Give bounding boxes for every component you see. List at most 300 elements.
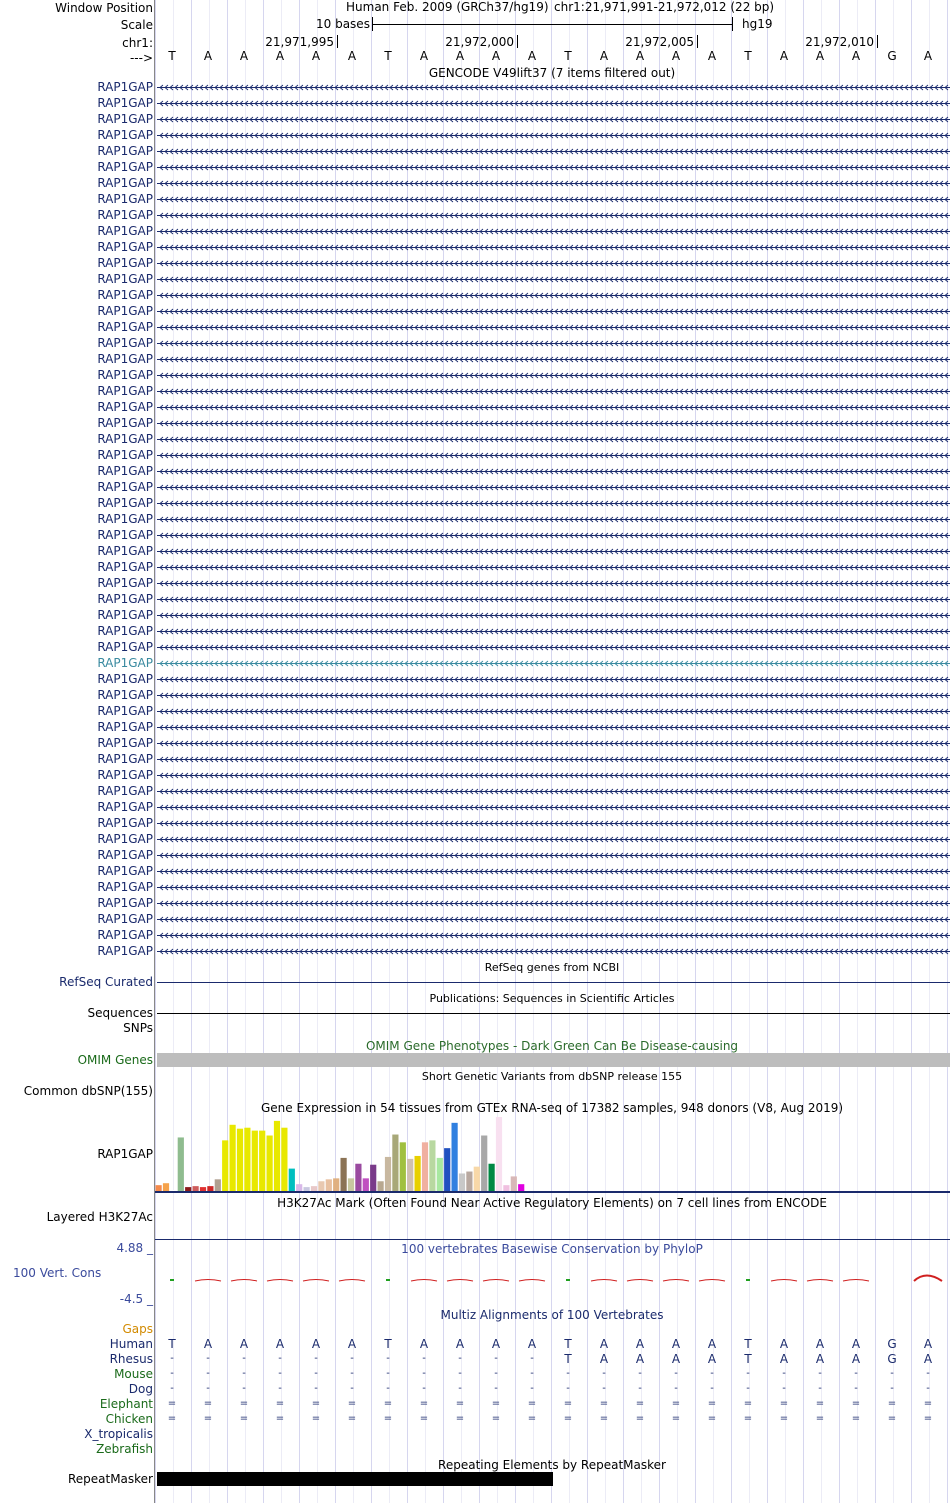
gtex-tissue-bar[interactable] (252, 1131, 258, 1191)
gtex-tissue-bar[interactable] (163, 1183, 169, 1191)
omim-track-label[interactable]: OMIM Genes (77, 1053, 153, 1067)
alignment-base: - (818, 1383, 822, 1394)
gencode-transcript-label[interactable]: RAP1GAP (97, 784, 153, 798)
cons-score-negative (195, 1280, 221, 1282)
alignment-base: - (638, 1368, 642, 1379)
species-label[interactable]: Human (109, 1337, 153, 1351)
alignment-base: A (671, 1337, 681, 1351)
cons-score-negative (231, 1280, 257, 1282)
rmsk-track-title: Repeating Elements by RepeatMasker (438, 1458, 666, 1472)
base-letter: A (491, 49, 501, 63)
gtex-tissue-bar[interactable] (296, 1184, 302, 1191)
gencode-transcript-label[interactable]: RAP1GAP (97, 528, 153, 542)
alignment-base: - (530, 1383, 534, 1394)
strand-label: ---> (129, 51, 153, 65)
gencode-transcript-line[interactable] (157, 547, 950, 556)
gtex-track-label[interactable]: RAP1GAP (97, 1147, 153, 1161)
gtex-tissue-bar[interactable] (230, 1125, 236, 1191)
alignment-base: = (491, 1398, 501, 1409)
alignment-base: A (923, 1337, 933, 1351)
gencode-transcript-label[interactable]: RAP1GAP (97, 880, 153, 894)
alignment-base: - (170, 1368, 174, 1379)
base-letter: T (564, 49, 572, 63)
gencode-transcript-line[interactable] (157, 899, 950, 908)
gtex-tissue-bar[interactable] (437, 1158, 443, 1191)
cons-score-negative (591, 1280, 617, 1282)
gencode-transcript-label[interactable]: RAP1GAP (97, 800, 153, 814)
gtex-tissue-bar[interactable] (370, 1165, 376, 1191)
alignment-base: - (674, 1368, 678, 1379)
alignment-base: - (314, 1383, 318, 1394)
gencode-transcript-label[interactable]: RAP1GAP (97, 208, 153, 222)
alignment-base: T (744, 1352, 752, 1366)
gencode-transcript-line[interactable] (157, 803, 950, 812)
refseq-track-label[interactable]: RefSeq Curated (59, 975, 153, 989)
gencode-transcript-label[interactable]: RAP1GAP (97, 864, 153, 878)
gaps-label[interactable]: Gaps (122, 1322, 153, 1336)
alignment-base: - (890, 1368, 894, 1379)
gtex-tissue-bar[interactable] (452, 1123, 458, 1191)
gtex-tissue-bar[interactable] (489, 1164, 495, 1191)
gencode-transcript-line[interactable] (157, 787, 950, 796)
alignment-base: = (455, 1398, 465, 1409)
scale-bar-left-cap (372, 17, 373, 31)
h3k27ac-track-label[interactable]: Layered H3K27Ac (46, 1210, 153, 1224)
alignment-base: = (779, 1413, 789, 1424)
pubs-label-snps[interactable]: SNPs (123, 1021, 153, 1035)
gencode-transcript-line[interactable] (157, 131, 950, 140)
alignment-base: = (491, 1413, 501, 1424)
alignment-base: A (707, 1352, 717, 1366)
alignment-base: = (923, 1413, 933, 1424)
gencode-transcript-line[interactable] (157, 611, 950, 620)
gencode-transcript-line[interactable] (157, 99, 950, 108)
gencode-transcript-label[interactable]: RAP1GAP (97, 80, 153, 94)
alignment-base: = (707, 1398, 717, 1409)
base-letter: A (275, 49, 285, 63)
gencode-transcript-label[interactable]: RAP1GAP (97, 832, 153, 846)
gencode-transcript-line[interactable] (157, 163, 950, 172)
gencode-transcript-line[interactable] (157, 403, 950, 412)
alignment-base: - (710, 1383, 714, 1394)
species-label[interactable]: Zebrafish (96, 1442, 153, 1456)
gencode-transcript-label[interactable]: RAP1GAP (97, 128, 153, 142)
gtex-tissue-bar[interactable] (237, 1129, 243, 1191)
gtex-tissue-bar[interactable] (363, 1178, 369, 1191)
alignment-base: = (203, 1413, 213, 1424)
alignment-base: - (350, 1368, 354, 1379)
gencode-transcript-label[interactable]: RAP1GAP (97, 608, 153, 622)
alignment-base: = (347, 1398, 357, 1409)
gtex-tissue-bar[interactable] (415, 1156, 421, 1191)
base-letter: A (527, 49, 537, 63)
gtex-tissue-bar[interactable] (333, 1178, 339, 1191)
gencode-transcript-label[interactable]: RAP1GAP (97, 416, 153, 430)
gencode-transcript-label[interactable]: RAP1GAP (97, 720, 153, 734)
gtex-tissue-bar[interactable] (474, 1167, 480, 1191)
gencode-transcript-line[interactable] (157, 371, 950, 380)
gtex-tissue-bar[interactable] (518, 1184, 524, 1191)
gencode-transcript-line[interactable] (157, 947, 950, 956)
cons-max-label: 4.88 _ (116, 1241, 153, 1255)
alignment-base: A (239, 1337, 249, 1351)
alignment-base: A (707, 1337, 717, 1351)
gtex-tissue-bar[interactable] (496, 1117, 502, 1191)
cons-score-negative (519, 1280, 545, 1282)
refseq-gene-line[interactable] (157, 982, 950, 983)
alignment-base: - (494, 1353, 498, 1364)
alignment-base: A (851, 1337, 861, 1351)
gencode-transcript-label[interactable]: RAP1GAP (97, 656, 153, 670)
species-label[interactable]: Chicken (105, 1412, 153, 1426)
gencode-transcript-line[interactable] (157, 259, 950, 268)
alignment-base: - (350, 1383, 354, 1394)
alignment-base: - (242, 1353, 246, 1364)
rmsk-element[interactable] (157, 1472, 553, 1486)
cons-score-negative (771, 1280, 797, 1282)
gtex-tissue-bar[interactable] (378, 1181, 384, 1191)
species-label[interactable]: X_tropicalis (84, 1427, 153, 1441)
cons-score-positive (386, 1279, 390, 1281)
gencode-transcript-line[interactable] (157, 755, 950, 764)
gencode-transcript-line[interactable] (157, 835, 950, 844)
alignment-base: = (563, 1398, 573, 1409)
gencode-transcript-label[interactable]: RAP1GAP (97, 896, 153, 910)
alignment-base: A (419, 1337, 429, 1351)
gencode-transcript-line[interactable] (157, 115, 950, 124)
gencode-transcript-label[interactable]: RAP1GAP (97, 272, 153, 286)
alignment-base: - (638, 1383, 642, 1394)
pubs-track-title: Publications: Sequences in Scientific Articles (429, 992, 675, 1005)
gtex-tissue-bar[interactable] (422, 1142, 428, 1191)
alignment-base: = (383, 1398, 393, 1409)
gencode-transcript-label[interactable]: RAP1GAP (97, 224, 153, 238)
alignment-base: A (779, 1337, 789, 1351)
alignment-base: = (923, 1398, 933, 1409)
gtex-tissue-bar[interactable] (511, 1176, 517, 1191)
species-label[interactable]: Dog (128, 1382, 153, 1396)
gencode-transcript-label[interactable]: RAP1GAP (97, 512, 153, 526)
gtex-tissue-bar[interactable] (289, 1169, 295, 1191)
gencode-transcript-line[interactable] (157, 819, 950, 828)
pubs-sequence-line[interactable] (157, 1013, 950, 1014)
gtex-tissue-bar[interactable] (400, 1142, 406, 1191)
gencode-transcript-line[interactable] (157, 355, 950, 364)
gencode-transcript-line[interactable] (157, 707, 950, 716)
cons-score-negative (447, 1280, 473, 1282)
alignment-base: = (563, 1413, 573, 1424)
cons-score-negative (339, 1280, 365, 1282)
gencode-transcript-line[interactable] (157, 691, 950, 700)
gencode-transcript-line[interactable] (157, 291, 950, 300)
gencode-transcript-line[interactable] (157, 515, 950, 524)
position-tick-label: 21,972,000 (445, 35, 514, 49)
gencode-transcript-line[interactable] (157, 883, 950, 892)
gencode-transcript-label[interactable]: RAP1GAP (97, 96, 153, 110)
gencode-transcript-label[interactable]: RAP1GAP (97, 688, 153, 702)
alignment-base: - (422, 1368, 426, 1379)
gtex-tissue-bar[interactable] (259, 1131, 265, 1191)
gencode-transcript-line[interactable] (157, 275, 950, 284)
gencode-transcript-line[interactable] (157, 579, 950, 588)
species-label[interactable]: Rhesus (109, 1352, 153, 1366)
gencode-transcript-line[interactable] (157, 227, 950, 236)
gtex-tissue-bar[interactable] (244, 1128, 250, 1191)
cons-track-label[interactable]: 100 Vert. Cons (13, 1266, 102, 1280)
gencode-transcript-line[interactable] (157, 483, 950, 492)
gtex-tissue-bar[interactable] (318, 1181, 324, 1191)
gencode-transcript-label[interactable]: RAP1GAP (97, 480, 153, 494)
gtex-tissue-bar[interactable] (459, 1173, 465, 1191)
base-letter: A (203, 49, 213, 63)
gtex-tissue-bar[interactable] (355, 1164, 361, 1191)
alignment-base: A (455, 1337, 465, 1351)
cons-score-negative (663, 1280, 689, 1282)
cons-wiggle[interactable] (155, 1270, 950, 1290)
gencode-transcript-label[interactable]: RAP1GAP (97, 592, 153, 606)
alignment-base: A (599, 1337, 609, 1351)
alignment-base: T (564, 1352, 572, 1366)
gencode-transcript-line[interactable] (157, 499, 950, 508)
gtex-tissue-bar[interactable] (429, 1140, 435, 1191)
gencode-transcript-label[interactable]: RAP1GAP (97, 320, 153, 334)
gtex-tissue-bar[interactable] (274, 1121, 280, 1191)
gencode-transcript-label[interactable]: RAP1GAP (97, 144, 153, 158)
gencode-transcript-line[interactable] (157, 723, 950, 732)
gtex-tissue-bar[interactable] (281, 1128, 287, 1191)
dbsnp-track-label[interactable]: Common dbSNP(155) (23, 1084, 153, 1098)
gencode-transcript-line[interactable] (157, 211, 950, 220)
cons-min-label: -4.5 _ (119, 1292, 153, 1306)
gtex-tissue-bar[interactable] (215, 1179, 221, 1191)
species-label[interactable]: Mouse (114, 1367, 153, 1381)
gencode-transcript-label[interactable]: RAP1GAP (97, 704, 153, 718)
gencode-transcript-line[interactable] (157, 83, 950, 92)
cons-score-negative (411, 1280, 437, 1282)
alignment-base: = (383, 1413, 393, 1424)
gencode-transcript-line[interactable] (157, 339, 950, 348)
alignment-base: - (494, 1368, 498, 1379)
alignment-base: A (527, 1337, 537, 1351)
alignment-base: A (815, 1337, 825, 1351)
alignment-base: = (311, 1413, 321, 1424)
gencode-transcript-line[interactable] (157, 531, 950, 540)
gencode-transcript-label[interactable]: RAP1GAP (97, 192, 153, 206)
gtex-tissue-bar[interactable] (326, 1179, 332, 1191)
gtex-tissue-bar[interactable] (481, 1136, 487, 1192)
gtex-tissue-bar[interactable] (444, 1148, 450, 1191)
alignment-base: - (566, 1368, 570, 1379)
alignment-base: - (278, 1383, 282, 1394)
alignment-base: - (170, 1353, 174, 1364)
gencode-transcript-label[interactable]: RAP1GAP (97, 736, 153, 750)
gencode-transcript-label[interactable]: RAP1GAP (97, 384, 153, 398)
position-tick-mark (697, 35, 698, 48)
pubs-label-sequences[interactable]: Sequences (87, 1006, 153, 1020)
gencode-transcript-line[interactable] (157, 851, 950, 860)
gencode-transcript-label[interactable]: RAP1GAP (97, 624, 153, 638)
alignment-base: - (458, 1368, 462, 1379)
gencode-transcript-line[interactable] (157, 419, 950, 428)
alignment-base: = (419, 1398, 429, 1409)
alignment-base: - (386, 1368, 390, 1379)
gencode-transcript-line[interactable] (157, 307, 950, 316)
alignment-base: - (710, 1368, 714, 1379)
gtex-tissue-bar[interactable] (392, 1135, 398, 1191)
gencode-transcript-label[interactable]: RAP1GAP (97, 432, 153, 446)
gencode-transcript-line[interactable] (157, 739, 950, 748)
cons-score-negative (699, 1280, 725, 1282)
alignment-base: = (167, 1398, 177, 1409)
gencode-transcript-line[interactable] (157, 467, 950, 476)
gencode-transcript-label[interactable]: RAP1GAP (97, 848, 153, 862)
gencode-transcript-label[interactable]: RAP1GAP (97, 464, 153, 478)
base-letter: A (707, 49, 717, 63)
alignment-base: = (671, 1413, 681, 1424)
omim-gene-bar[interactable] (157, 1053, 950, 1067)
gencode-transcript-line[interactable] (157, 643, 950, 652)
gencode-transcript-label[interactable]: RAP1GAP (97, 352, 153, 366)
gencode-transcript-label[interactable]: RAP1GAP (97, 400, 153, 414)
gencode-transcript-label[interactable]: RAP1GAP (97, 816, 153, 830)
gencode-transcript-line[interactable] (157, 675, 950, 684)
cons-score-positive (170, 1279, 174, 1281)
window-position-label: Window Position (55, 1, 153, 15)
gencode-transcript-line[interactable] (157, 931, 950, 940)
alignment-base: - (314, 1353, 318, 1364)
gencode-transcript-line[interactable] (157, 595, 950, 604)
gencode-transcript-line[interactable] (157, 179, 950, 188)
gencode-transcript-label[interactable]: RAP1GAP (97, 576, 153, 590)
gencode-transcript-label[interactable]: RAP1GAP (97, 672, 153, 686)
alignment-base: A (275, 1337, 285, 1351)
alignment-base: = (599, 1398, 609, 1409)
cons-score-negative (483, 1280, 509, 1282)
alignment-base: - (890, 1383, 894, 1394)
gtex-tissue-bar[interactable] (267, 1136, 273, 1192)
gencode-transcript-label[interactable]: RAP1GAP (97, 304, 153, 318)
h3k27ac-baseline (155, 1239, 950, 1240)
gencode-transcript-line[interactable] (157, 563, 950, 572)
alignment-base: T (384, 1337, 392, 1351)
gencode-transcript-line[interactable] (157, 435, 950, 444)
cons-score-positive (566, 1279, 570, 1281)
alignment-base: A (599, 1352, 609, 1366)
gencode-transcript-label[interactable]: RAP1GAP (97, 640, 153, 654)
rmsk-track-label[interactable]: RepeatMasker (67, 1472, 153, 1486)
cons-score-negative (627, 1280, 653, 1282)
alignment-base: - (602, 1368, 606, 1379)
alignment-base: - (350, 1353, 354, 1364)
alignment-base: A (779, 1352, 789, 1366)
alignment-base: A (491, 1337, 501, 1351)
scale-label: Scale (120, 18, 153, 32)
alignment-base: = (707, 1413, 717, 1424)
gencode-transcript-label[interactable]: RAP1GAP (97, 544, 153, 558)
gencode-transcript-label[interactable]: RAP1GAP (97, 496, 153, 510)
gencode-transcript-label[interactable]: RAP1GAP (97, 176, 153, 190)
gencode-transcript-line[interactable] (157, 243, 950, 252)
alignment-base: G (887, 1337, 897, 1351)
alignment-base: - (746, 1368, 750, 1379)
base-letter: A (815, 49, 825, 63)
gencode-transcript-label[interactable]: RAP1GAP (97, 448, 153, 462)
gencode-transcript-label[interactable]: RAP1GAP (97, 368, 153, 382)
scale-bar (372, 24, 733, 25)
alignment-base: - (746, 1383, 750, 1394)
species-label[interactable]: Elephant (99, 1397, 153, 1411)
gencode-transcript-label[interactable]: RAP1GAP (97, 336, 153, 350)
alignment-base: A (923, 1352, 933, 1366)
alignment-base: T (564, 1337, 572, 1351)
alignment-base: = (275, 1413, 285, 1424)
gencode-transcript-line[interactable] (157, 147, 950, 156)
alignment-base: - (458, 1383, 462, 1394)
gencode-transcript-line[interactable] (157, 659, 950, 668)
alignment-base: = (815, 1398, 825, 1409)
base-letter: A (779, 49, 789, 63)
gencode-transcript-label[interactable]: RAP1GAP (97, 560, 153, 574)
gencode-transcript-label[interactable]: RAP1GAP (97, 768, 153, 782)
base-letter: A (311, 49, 321, 63)
base-letter: A (635, 49, 645, 63)
gencode-transcript-line[interactable] (157, 915, 950, 924)
alignment-base: = (851, 1413, 861, 1424)
alignment-base: - (242, 1368, 246, 1379)
alignment-base: = (635, 1413, 645, 1424)
alignment-base: - (170, 1383, 174, 1394)
gencode-transcript-line[interactable] (157, 387, 950, 396)
gencode-transcript-line[interactable] (157, 323, 950, 332)
gtex-tissue-bar[interactable] (348, 1178, 354, 1191)
alignment-base: = (419, 1413, 429, 1424)
alignment-base: A (635, 1337, 645, 1351)
position-tick-mark (877, 35, 878, 48)
cons-score-negative (303, 1280, 329, 1282)
gtex-tissue-bar[interactable] (407, 1159, 413, 1191)
gencode-transcript-line[interactable] (157, 195, 950, 204)
gtex-expression-chart[interactable] (155, 1114, 555, 1194)
gtex-tissue-bar[interactable] (222, 1140, 228, 1191)
gencode-transcript-label[interactable]: RAP1GAP (97, 912, 153, 926)
gtex-tissue-bar[interactable] (466, 1172, 472, 1191)
gtex-tissue-bar[interactable] (178, 1137, 184, 1191)
gencode-transcript-label[interactable]: RAP1GAP (97, 240, 153, 254)
gtex-tissue-bar[interactable] (385, 1157, 391, 1191)
gencode-transcript-label[interactable]: RAP1GAP (97, 944, 153, 958)
cons-score-negative (807, 1280, 833, 1282)
base-letter: A (347, 49, 357, 63)
gencode-transcript-line[interactable] (157, 771, 950, 780)
gencode-transcript-label[interactable]: RAP1GAP (97, 288, 153, 302)
cons-score-negative (843, 1280, 869, 1282)
gtex-tissue-bar[interactable] (526, 1176, 532, 1191)
alignment-base: - (458, 1353, 462, 1364)
gencode-transcript-label[interactable]: RAP1GAP (97, 112, 153, 126)
gtex-tissue-bar[interactable] (341, 1158, 347, 1191)
gencode-transcript-line[interactable] (157, 627, 950, 636)
gencode-transcript-line[interactable] (157, 451, 950, 460)
base-letter: A (671, 49, 681, 63)
gencode-transcript-label[interactable]: RAP1GAP (97, 160, 153, 174)
position-tick-mark (337, 35, 338, 48)
gencode-transcript-line[interactable] (157, 867, 950, 876)
gencode-transcript-label[interactable]: RAP1GAP (97, 752, 153, 766)
gencode-transcript-label[interactable]: RAP1GAP (97, 256, 153, 270)
alignment-base: = (887, 1398, 897, 1409)
position-tick-label: 21,971,995 (265, 35, 334, 49)
gencode-transcript-label[interactable]: RAP1GAP (97, 928, 153, 942)
